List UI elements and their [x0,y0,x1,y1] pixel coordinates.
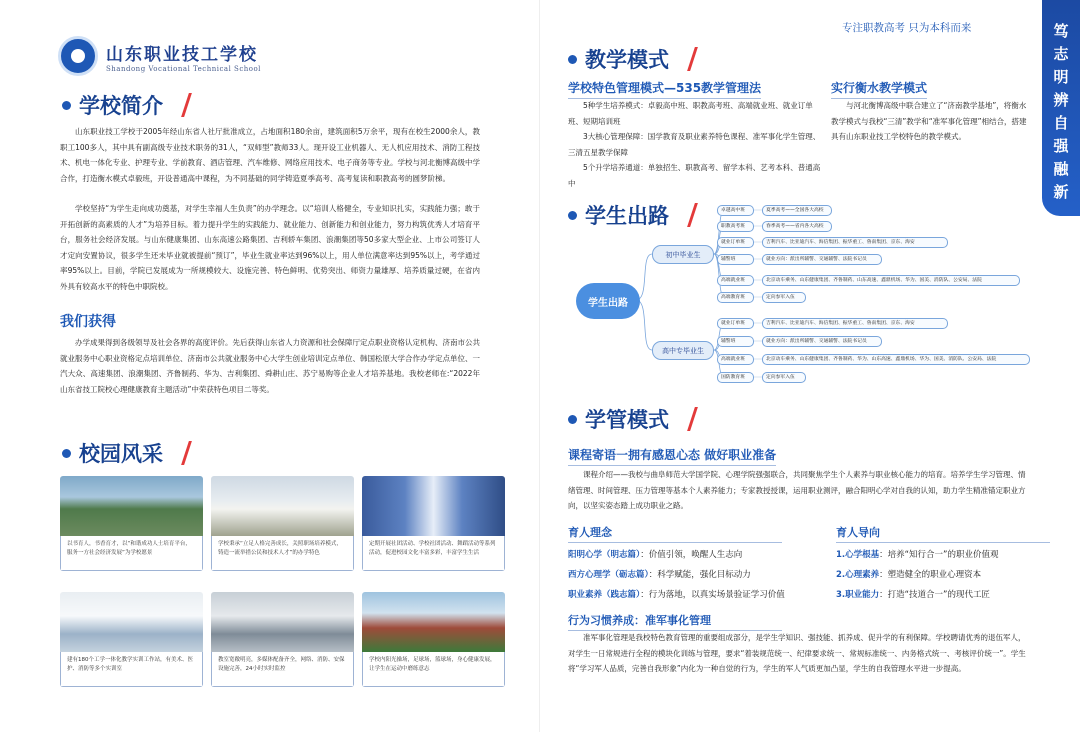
mindmap-leaf: 春季高考——省内各大高校 [762,221,832,232]
campus-photo-nursing [60,592,203,687]
mindmap-node: 高端教育班 [717,292,754,303]
mode2-title: 实行衡水教学模式 [831,81,928,95]
campus-photo-classroom [211,592,354,687]
motto-char: 自 [1053,114,1069,132]
red-slash-icon [687,407,698,431]
mindmap-node: 就业订单班 [717,237,754,248]
campus-photo-gate [60,476,203,571]
intro-heading [62,90,188,120]
right-page [540,0,1080,732]
photo-caption: 教室宽敞明亮，多媒体配备齐全，网络、消防、安保设施完善，24小时实时监控 [211,652,354,687]
concept-key: 西方心理学（砺志篇） [568,570,649,580]
concept-value: ：价值引领，唤醒人生志向 [640,550,743,560]
mindmap-node: 国防教育班 [717,372,754,383]
campus-title: 校园风采 [79,442,163,466]
photo-caption: 学校内阳光操场，足球场，篮球场，身心健康发展，让学生在运动中磨练意志 [362,652,505,687]
bullet-dot-icon [62,449,71,458]
campus-photo-dance [362,476,505,571]
bullet-dot-icon [568,415,577,424]
mode1-title: 学校特色管理模式—535教学管理法 [568,81,762,95]
mindmap-junior: 初中毕业生 [652,245,714,264]
orient-key: 2.心理素养 [836,570,880,580]
mode2-paragraph: 与河北衡博高级中联合建立了“济南教学基地”，将衡水教学模式与我校“三清”教学和“准军事化管理”相结合，搭建具有山东职业技工学校特色的教学模式。 [831,101,1027,141]
campus-image [362,592,505,652]
campus-image [211,476,354,536]
orient-item [836,568,981,580]
orient-key: 1.心学根基 [836,550,880,560]
orient-title: 育人导向 [836,526,880,539]
photo-caption: 建有180个工学一体化教学实训工作站，有美术、医护、消防等多个实训室 [60,652,203,687]
mindmap-leaf: 夏季高考——全国各大高校 [762,205,832,216]
campus-photo-monument [211,476,354,571]
mindmap-leaf: 定向参军入伍 [762,372,806,383]
concept-title: 育人理念 [568,526,612,539]
photo-caption: 学校秉承“立足人格完善成长，关照职场培养模式，铸造一流举措公民和技术人才”的办学特色 [211,536,354,571]
mindmap-node: 辅警班 [717,254,754,265]
logo-chinese-name: 山东职业技工学校 [106,44,258,65]
mindmap-node: 职教高考班 [717,221,754,232]
mindmap-node: 辅警班 [717,336,754,347]
habit-title: 行为习惯养成：准军事化管理 [568,614,711,627]
mindmap-node: 卓越高中班 [717,205,754,216]
campus-image [362,476,505,536]
mgmt-heading [568,404,694,434]
intro-title: 学校简介 [79,94,163,118]
mindmap-leaf: 吉利汽车、比亚迪汽车、海信集团、振华重工、鲁南集团、京东、海安 [762,237,948,248]
red-slash-icon [181,441,192,465]
mode1-line-1: 5种学生培养模式：卓毅高中班、职教高考班、高端就业班、就业订单班、短期培训班 [568,101,813,126]
mindmap-node: 高端就业班 [717,354,754,365]
mindmap-node: 高端就业班 [717,275,754,286]
mindmap-leaf: 北京动车乘务、山东健康集团、齐鲁制药、山东高速、鑫鼎机场、华为、国美、消防队、公安局、法院 [762,275,1020,286]
motto-char: 强 [1053,137,1069,155]
achieve-paragraph: 办学成果得到各级领导及社会各界的高度评价。先后获得山东省人力资源和社会保障厅定点职业资格认定机构、济南市公共就业服务中心职业资格定点培训单位、济南市公共就业服务中心大学生创业培训定点单位、韩国松原大学合作办学定点单位、一汽大众、高速集团、浪潮集团、齐鲁制药、华为、吉利集团、舜耕山庄、苏宁易购等企业人才培养基地。我校老师在:“2022年山东省技工院校心理健康教育主题活动”中荣获特色项目二等奖。 [60,338,480,394]
motto-char: 志 [1053,45,1069,63]
mgmt-paragraph: 课程介绍——我校与曲阜师范大学国学院、心理学院强强联合，共同聚焦学生个人素养与职业核心能力的培育。培养学生学习管理、情绪管理、时间管理、压力管理等基本个人素养能力；专家教授授课，运用职业测评，融合阳明心学对自我的认知，助力学生精准锚定职业方向，以坚实姿态踏上成功职业之路。 [568,470,1026,510]
path-title: 学生出路 [585,204,669,228]
mode1-line-2: 3大核心管理保障：国学教育及职业素养特色课程、准军事化学生管理、三清五星教学保障 [568,132,821,157]
concept-key: 阳明心学（明志篇） [568,550,641,560]
intro-paragraph-1: 山东职业技工学校于2005年经山东省人社厅批准成立，占地面积180余亩，建筑面积5万余平，现有在校生2000余人，教职工100多人，其中具有副高级专业技术职务的31人，“双师型”教师33人。现开设工业机器人、无人机应用技术、消防工程技术、机电一体化专业、护理专业、学前教育、酒店管理、汽车维修、网络应用技术、电子商务等专业。学校与河北衡博高级中学合作，打造衡水模式卓毅班，开设普通高中课程，为不同基础的同学铸造夏季高考、高考复读和职教高考的圆梦阶梯。 [60,127,480,183]
photo-caption: 以书育人，书香育才，以“和谐成功人士培育平台，服务一方社会经济发展”为学校愿景 [60,536,203,571]
mindmap-leaf: 北京动车乘务、山东健康集团、齐鲁制药、华为、山东高速、鑫鼎机场、华为、国美、消防队、公安局、法院 [762,354,1030,365]
mindmap-leaf: 就业方向：派出所辅警、交通辅警、法院书记员 [762,336,882,347]
teach-title: 教学模式 [585,48,669,72]
motto-char: 融 [1053,160,1069,178]
orient-value: ：打造“技道合一”的现代工匠 [879,590,990,600]
mindmap-root: 学生出路 [576,283,640,319]
school-logo [58,36,261,76]
orient-item [836,548,998,560]
photo-caption: 定期开展社团活动、学校社团活动、舞蹈活动等系列活动，促进校园文化丰富多彩，丰富学生生活 [362,536,505,571]
mindmap-senior: 高中专毕业生 [652,341,714,360]
orient-key: 3.职业能力 [836,590,880,600]
mindmap-leaf: 就业方向：派出所辅警、交通辅警、法院书记员 [762,254,882,265]
mindmap-leaf: 定向参军入伍 [762,292,806,303]
campus-photo-playground [362,592,505,687]
intro-paragraph-2: 学校坚持“为学生走向成功奠基，对学生幸福人生负责”的办学理念。以“培训人格健全，专业知识扎实，实践能力强；敢于开拓创新的高素质的人才”为培养目标。着力提升学生的实践能力、就业能力、创新能力和创业能力，努力构筑优秀人才培育平台，服务社会经济发展。与山东健康集团、山东高速公路集团、吉利轿车集团、浪潮集团等50多家大型企业、上市公司签订人才定向安置协议，很多学生还未毕业就被提前“预订”，毕业生就业率达到96%以上，用人单位满意率达到95%以上，考学通过率95%以上。目前，学院已发展成为一所规模较大、设施完善、特色鲜明、优势突出、师资力量雄厚、培养质量过硬，在省内外具有较高水平的特色中职院校。 [60,204,480,291]
mindmap-leaf: 吉利汽车、比亚迪汽车、海信集团、振华重工、鲁南集团、京东、海安 [762,318,948,329]
campus-image [211,592,354,652]
motto-char: 新 [1053,183,1069,201]
school-emblem-icon [58,36,98,76]
concept-key: 职业素养（践志篇） [568,590,641,600]
mgmt-title: 学管模式 [585,408,669,432]
slogan: 专注职教高考 只为本科而来 [842,22,972,34]
red-slash-icon [181,93,192,117]
concept-item [568,588,785,600]
mindmap-node: 就业订单班 [717,318,754,329]
motto-char: 辨 [1053,91,1069,109]
campus-heading [62,438,188,468]
bullet-dot-icon [62,101,71,110]
concept-value: ：科学赋能，强化目标动力 [648,570,751,580]
mode1-line-3: 5个升学培养通道：单独招生、职教高考、留学本科、艺考本科、普通高中 [568,163,821,188]
motto-char: 明 [1053,68,1069,86]
campus-image [60,592,203,652]
achieve-title: 我们获得 [60,314,116,330]
orient-value: ：培养“知行合一”的职业价值观 [879,550,999,560]
orient-value: ：塑造健全的职业心理资本 [879,570,982,580]
orient-item [836,588,990,600]
campus-image [60,476,203,536]
concept-item [568,568,751,580]
mgmt-subtitle: 课程寄语一拥有感恩心态 做好职业准备 [568,448,777,462]
motto-char: 笃 [1053,22,1069,40]
concept-value: ：行为落地，以真实场景验证学习价值 [640,590,785,600]
logo-english-name: Shandong Vocational Technical School [106,64,261,73]
habit-paragraph: 准军事化管理是我校特色教育管理的重要组成部分，是学生学知识、强技能、抓养成、促升学的有利保障。学校聘请优秀的退伍军人，对学生一日常规进行全程的模块化训练与管理，要求“着装规范统一、纪律要求统一、常规标准统一、内务格式统一、考核评价统一”。学生将“学习军人品质，完善自我形象”内化为一种自觉的行为，学生的军人气质更加凸显，学生的自我管理水平进一步提高。 [568,633,1026,673]
concept-item [568,548,742,560]
